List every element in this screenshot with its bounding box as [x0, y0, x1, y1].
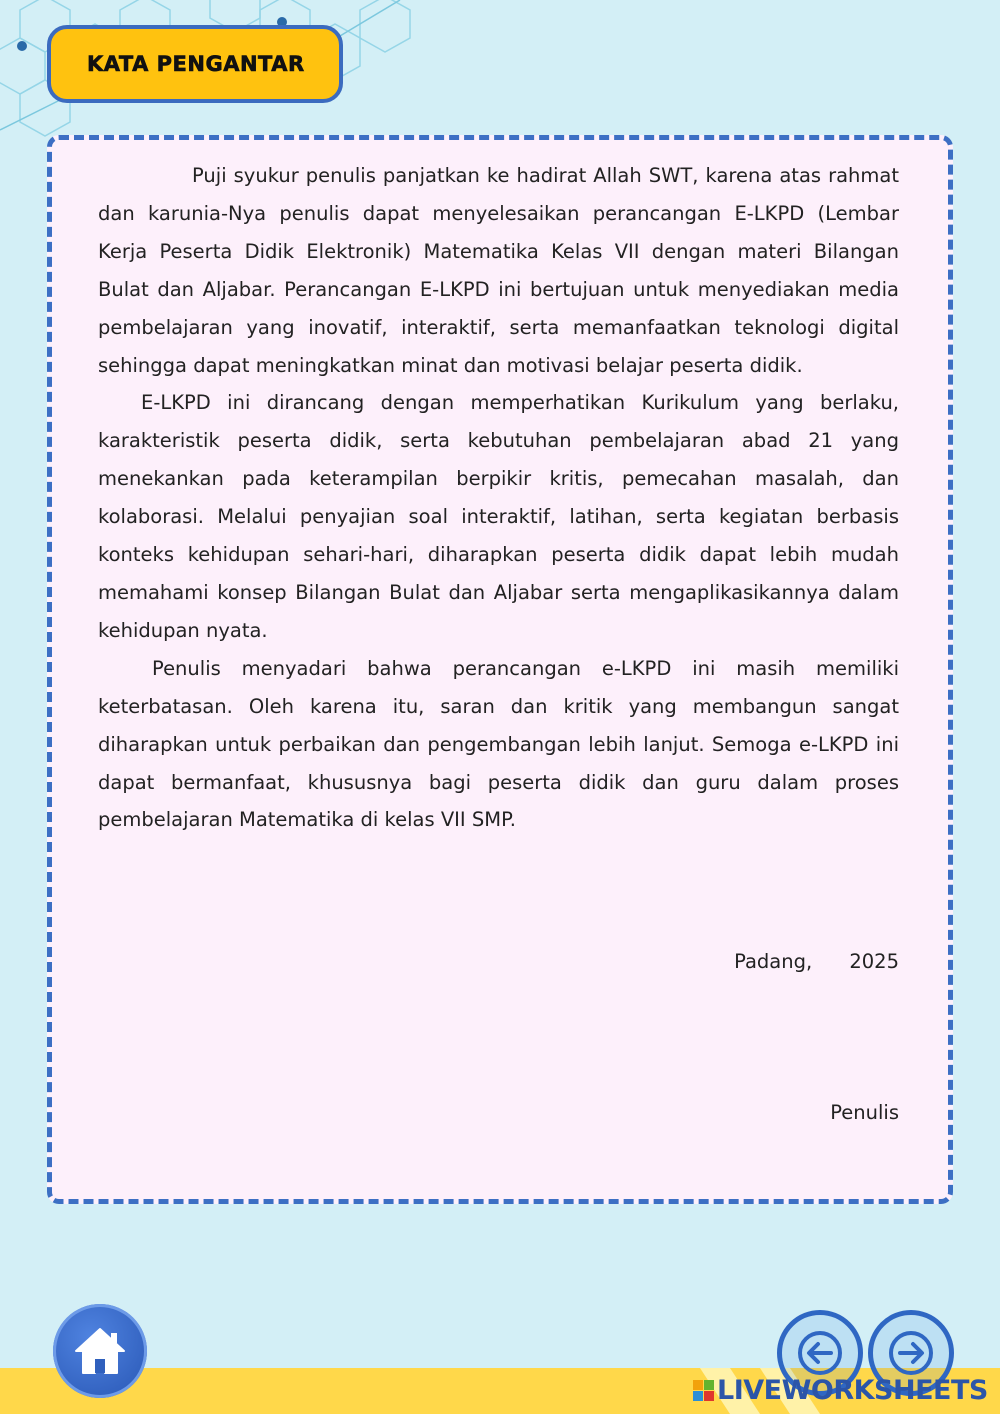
arrow-right-icon — [886, 1328, 936, 1378]
watermark-text: LIVEWORKSHEETS — [717, 1374, 988, 1406]
home-button[interactable] — [53, 1304, 147, 1398]
liveworksheets-watermark — [693, 1372, 988, 1408]
title-banner — [47, 25, 343, 103]
page-title: KATA PENGANTAR — [87, 52, 305, 76]
author-signature: Penulis — [830, 1101, 899, 1124]
foreword-text — [98, 157, 899, 839]
paragraph-1: Puji syukur penulis panjatkan ke hadirat Allah SWT, karena atas rahmat dan karunia-Nya penulis dapat menyelesaikan perancangan E-LKPD (Lembar Kerja Peserta Didik Elektronik) Matematika Kelas VII dengan materi Bilangan Bulat dan Aljabar. Perancangan E-LKPD ini bertujuan untuk menyediakan media pembelajaran yang inovatif, interaktif, serta memanfaatkan teknologi digital sehingga dapat meningkatkan minat dan motivasi belajar peserta didik. — [98, 164, 899, 377]
place-date: Padang, 2025 — [734, 950, 899, 973]
arrow-left-icon — [795, 1328, 845, 1378]
paragraph-2: E-LKPD ini dirancang dengan memperhatikan Kurikulum yang berlaku, karakteristik peserta didik, serta kebutuhan pembelajaran abad 21 yang menekankan pada keterampilan berpikir kritis, pemecahan masalah, dan kolaborasi. Melalui penyajian soal interaktif, latihan, serta kegiatan berbasis konteks kehidupan sehari-hari, diharapkan peserta didik dapat lebih mudah memahami konsep Bilangan Bulat dan Aljabar serta mengaplikasikannya dalam kehidupan nyata. — [98, 391, 899, 642]
home-icon — [70, 1321, 130, 1381]
paragraph-3: Penulis menyadari bahwa perancangan e-LKPD ini masih memiliki keterbatasan. Oleh karena itu, saran dan kritik yang membangun sangat diharapkan untuk perbaikan dan pengembangan lebih lanjut. Semoga e-LKPD ini dapat bermanfaat, khususnya bagi peserta didik dan guru dalam proses pembelajaran Matematika di kelas VII SMP. — [98, 656, 899, 832]
liveworksheets-logo-icon — [693, 1378, 715, 1402]
